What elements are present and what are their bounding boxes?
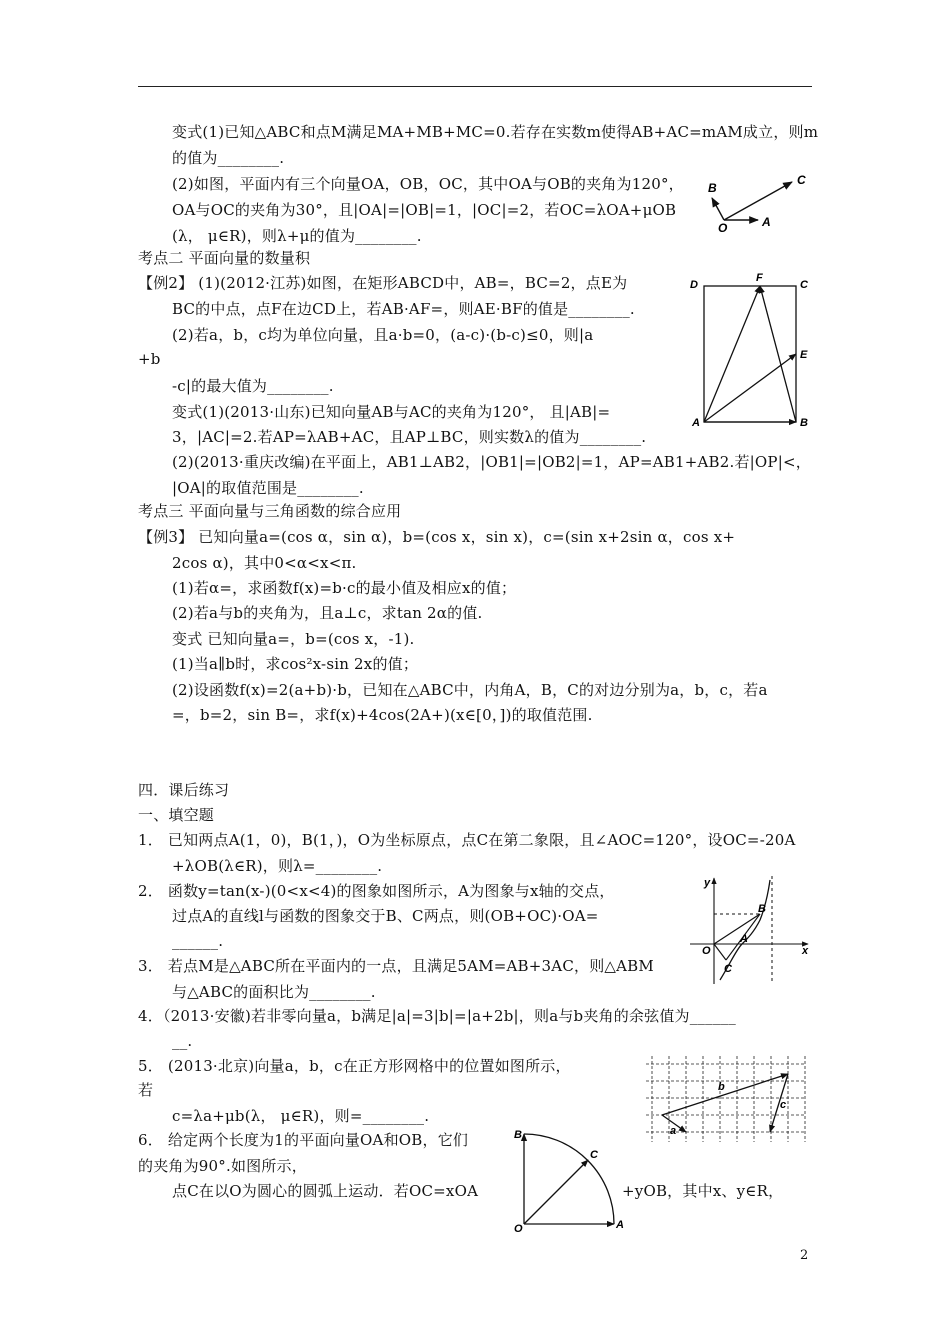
label-a: A	[616, 1219, 624, 1231]
text-line: =，b=2，sin B=，求f(x)+4cos(2A+)(x∈[0，])的取值范围.	[172, 706, 593, 724]
text-line: (1)当a∥b时，求cos²x-sin 2x的值；	[172, 655, 419, 673]
section-heading: 考点三 平面向量与三角函数的综合应用	[138, 502, 402, 520]
text-line: __.	[172, 1032, 193, 1050]
text-line: (2)(2013·重庆改编)在平面上，AB1⊥AB2，|OB1|=|OB2|=1，AP=AB1+AB2.若|OP|<，	[172, 453, 811, 471]
text-line: 2． 函数y=tan(x-)(0<x<4)的图象如图所示，A为图象与x轴的交点，	[138, 882, 615, 900]
label-c: C	[724, 963, 732, 975]
text-line: 4．（2013·安徽)若非零向量a，b满足|a|=3|b|=|a+2b|，则a与b夹角的余弦值为______	[138, 1007, 736, 1025]
text-line: ______.	[172, 932, 224, 950]
label-b: b	[718, 1081, 725, 1093]
text-line: 1． 已知两点A(1，0)，B(1，)，O为坐标原点，点C在第二象限，且∠AOC=120°，设OC=-20A	[138, 831, 796, 849]
label-x: x	[802, 945, 809, 957]
label-a: A	[692, 417, 700, 429]
figure-grid-vectors	[638, 1054, 813, 1146]
text-line: 【例2】 (1)(2012·江苏)如图，在矩形ABCD中，AB=，BC=2，点E为	[138, 274, 628, 292]
label-f: F	[756, 272, 763, 284]
figure-tan-graph	[690, 872, 815, 987]
section-heading: 考点二 平面向量的数量积	[138, 249, 311, 267]
text-line: (2)若a与b的夹角为，且a⊥c，求tan 2α的值.	[172, 604, 483, 622]
text-line: 变式(1)(2013·山东)已知向量AB与AC的夹角为120°， 且|AB|=	[172, 403, 611, 421]
label-d: D	[690, 279, 698, 291]
label-b: B	[800, 417, 808, 429]
figure-rectangle-abcd	[690, 270, 820, 430]
label-o: O	[702, 945, 711, 957]
text-line: 若	[138, 1081, 154, 1099]
text-line: (λ， μ∈R)，则λ+μ的值为________.	[172, 227, 422, 245]
text-line: 变式(1)已知△ABC和点M满足MA+MB+MC=0.若存在实数m使得AB+AC=mAM成立，则m	[172, 123, 819, 141]
label-a: A	[762, 215, 771, 229]
text-line: (1)若α=，求函数f(x)=b·c的最小值及相应x的值；	[172, 579, 517, 597]
text-line: 5． (2013·北京)向量a，b，c在正方形网格中的位置如图所示，	[138, 1057, 571, 1075]
page-number: 2	[800, 1248, 809, 1263]
text-line: c=λa+μb(λ， μ∈R)，则=________.	[172, 1107, 430, 1125]
label-b: B	[708, 181, 717, 195]
text-line: (2)设函数f(x)=2(a+b)·b，已知在△ABC中，内角A，B，C的对边分别为a，b，c，若a	[172, 681, 768, 699]
text-line: 过点A的直线l与函数的图象交于B、C两点，则(OB+OC)·OA=	[172, 907, 599, 925]
label-b: B	[758, 903, 766, 915]
text-line: +λOB(λ∈R)，则λ=________.	[172, 857, 383, 875]
text-line: 3． 若点M是△ABC所在平面内的一点，且满足5AM=AB+3AC，则△ABM	[138, 957, 654, 975]
text-line: BC的中点，点F在边CD上，若AB·AF=，则AE·BF的值是________.	[172, 300, 635, 318]
text-line: 与△ABC的面积比为________.	[172, 983, 376, 1001]
text-line: 的值为________.	[172, 149, 285, 167]
header-rule	[138, 86, 812, 87]
text-line: (2)若a，b，c均为单位向量，且a·b=0，(a-c)·(b-c)≤0，则|a	[172, 326, 594, 344]
text-line: 【例3】 已知向量a=(cos α，sin α)，b=(cos x，sin x)，c=(sin x+2sin α，cos x+	[138, 528, 736, 546]
label-b: B	[514, 1129, 522, 1141]
label-c: c	[780, 1099, 787, 1111]
section-heading: 一、填空题	[138, 806, 215, 824]
text-line: 变式 已知向量a=，b=(cos x，-1).	[172, 630, 415, 648]
label-c: C	[800, 279, 808, 291]
text-line: 2cos α)，其中0<α<x<π.	[172, 554, 357, 572]
text-line: 点C在以O为圆心的圆弧上运动．若OC=xOA	[172, 1182, 479, 1200]
text-line: +yOB，其中x、y∈R，	[622, 1182, 784, 1200]
label-e: E	[800, 349, 808, 361]
text-line: 的夹角为90°.如图所示，	[138, 1157, 307, 1175]
label-y: y	[704, 877, 711, 889]
text-line: OA与OC的夹角为30°，且|OA|=|OB|=1，|OC|=2，若OC=λOA+μOB	[172, 201, 677, 219]
figure-vectors-oa-ob-oc	[700, 170, 810, 235]
label-a: A	[740, 933, 748, 945]
text-line: (2)如图，平面内有三个向量OA，OB，OC，其中OA与OB的夹角为120°，	[172, 175, 684, 193]
label-c: C	[590, 1149, 598, 1161]
label-c: C	[797, 173, 806, 187]
section-heading: 四．课后练习	[138, 781, 230, 799]
text-line: 3，|AC|=2.若AP=λAB+AC，且AP⊥BC，则实数λ的值为________.	[172, 428, 647, 446]
text-line: -c|的最大值为________.	[172, 377, 334, 395]
text-line: |OA|的取值范围是________.	[172, 479, 364, 497]
label-o: O	[514, 1223, 523, 1235]
label-a: a	[670, 1125, 677, 1137]
text-line: +b	[138, 350, 161, 368]
label-o: O	[718, 221, 728, 235]
text-line: 6． 给定两个长度为1的平面向量OA和OB，它们	[138, 1131, 469, 1149]
figure-quarter-arc	[510, 1126, 630, 1236]
